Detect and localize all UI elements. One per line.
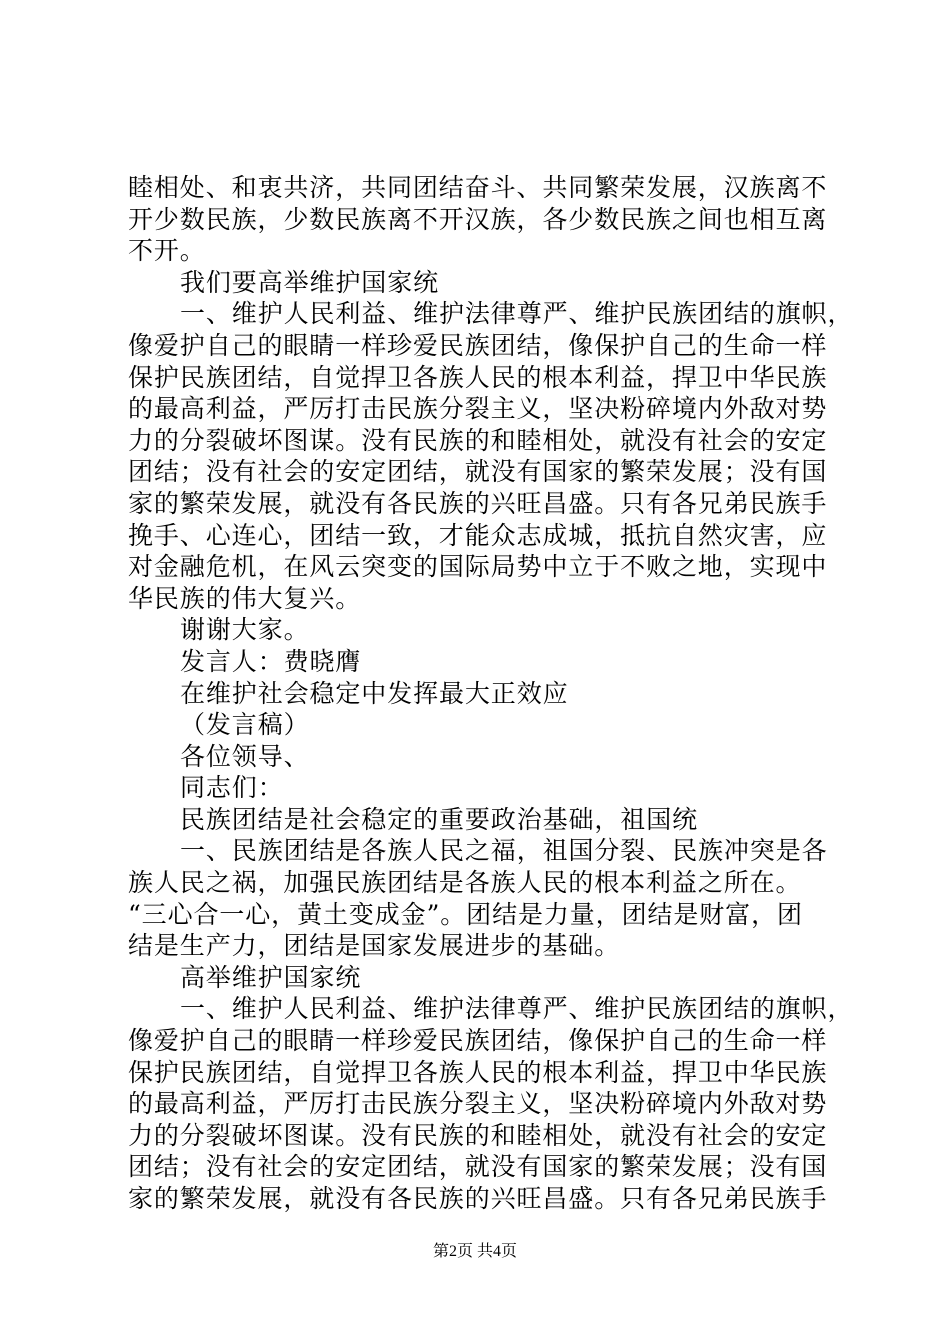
text-line: 同志们： [180, 773, 284, 803]
text-line: 发言人：费晓膺 [180, 646, 362, 676]
text-line: 的最高利益，严厉打击民族分裂主义，坚决粉碎境内外敌对势 [128, 394, 828, 424]
text-line: 家的繁荣发展，就没有各民族的兴旺昌盛。只有各兄弟民族手 [128, 488, 828, 518]
text-line: 挽手、心连心，团结一致，才能众志成城，抵抗自然灾害，应 [128, 520, 828, 550]
text-line: （发言稿） [180, 710, 310, 740]
text-line: 的最高利益，严厉打击民族分裂主义，坚决粉碎境内外敌对势 [128, 1089, 828, 1119]
text-line: 像爱护自己的眼睛一样珍爱民族团结，像保护自己的生命一样 [128, 1026, 828, 1056]
text-line: “三心合一心，黄土变成金”。团结是力量，团结是财富，团 [128, 899, 803, 929]
text-line: 团结；没有社会的安定团结，就没有国家的繁荣发展；没有国 [128, 457, 828, 487]
text-line: 结是生产力，团结是国家发展进步的基础。 [128, 931, 621, 961]
text-line: 我们要高举维护国家统 [180, 267, 440, 297]
text-line: 对金融危机，在风云突变的国际局势中立于不败之地，实现中 [128, 552, 828, 582]
text-line: 像爱护自己的眼睛一样珍爱民族团结，像保护自己的生命一样 [128, 330, 828, 360]
text-line: 家的繁荣发展，就没有各民族的兴旺昌盛。只有各兄弟民族手 [128, 1184, 828, 1213]
text-line: 谢谢大家。 [180, 615, 310, 645]
text-line: 民族团结是社会稳定的重要政治基础，祖国统 [180, 804, 699, 834]
text-line: 力的分裂破坏图谋。没有民族的和睦相处，就没有社会的安定 [128, 425, 828, 455]
document-body [128, 172, 854, 1215]
text-line: 睦相处、和衷共济，共同团结奋斗、共同繁荣发展，汉族离不 [128, 173, 828, 202]
text-line: 族人民之祸，加强民族团结是各族人民的根本利益之所在。 [128, 868, 802, 898]
text-line: 在维护社会稳定中发挥最大正效应 [180, 678, 569, 708]
text-line: 一、民族团结是各族人民之福，祖国分裂、民族冲突是各 [180, 836, 828, 866]
text-line: 保护民族团结，自觉捍卫各族人民的根本利益，捍卫中华民族 [128, 1057, 828, 1087]
text-line: 保护民族团结，自觉捍卫各族人民的根本利益，捍卫中华民族 [128, 362, 828, 392]
text-line: 各位领导、 [180, 741, 310, 771]
text-line: 不开。 [128, 236, 206, 266]
text-line: 一、维护人民利益、维护法律尊严、维护民族团结的旗帜， [180, 299, 854, 329]
text-line: 开少数民族，少数民族离不开汉族，各少数民族之间也相互离 [128, 204, 828, 234]
text-line: 一、维护人民利益、维护法律尊严、维护民族团结的旗帜， [180, 994, 854, 1024]
text-line: 高举维护国家统 [180, 962, 362, 992]
text-line: 团结；没有社会的安定团结，就没有国家的繁荣发展；没有国 [128, 1152, 828, 1182]
page-number-footer: 第2页 共4页 [432, 1243, 517, 1260]
text-line: 华民族的伟大复兴。 [128, 583, 362, 613]
text-line: 力的分裂破坏图谋。没有民族的和睦相处，就没有社会的安定 [128, 1120, 828, 1150]
